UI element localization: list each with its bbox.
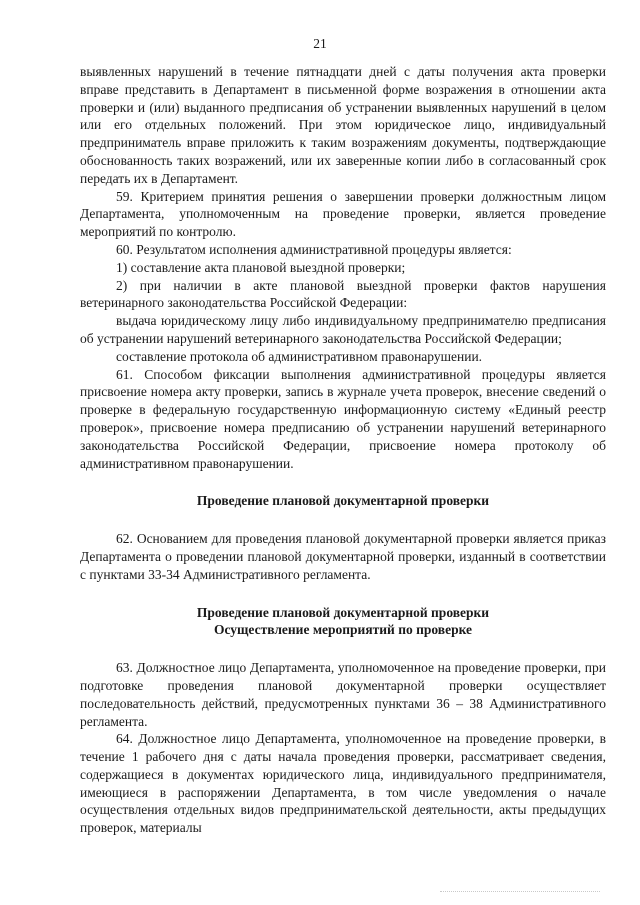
paragraph-63: 63. Должностное лицо Департамента, уполномоченное на проведение проверки, при подготовке проведения плановой документарной проверки осуществляет последовательность действий, предусмотренных пунктами 36 – 38 Административного регламента. — [80, 660, 606, 729]
paragraph-60-item-2a: выдача юридическому лицу либо индивидуальному предпринимателю предписания об устранении нарушений ветеринарного законодательства Российской Федерации; — [80, 313, 606, 346]
paragraph-60-item-2: 2) при наличии в акте плановой выездной проверки фактов нарушения ветеринарного законодательства Российской Федерации: — [80, 277, 606, 311]
paragraph-continued: выявленных нарушений в течение пятнадцати дней с даты получения акта проверки вправе представить в Департамент в письменной форме возражения в отношении акта проверки и (или) выданного предписания об устранении выявленных нарушений в целом или его отдельных положений. При этом юридическое лицо, индивидуальный предприниматель вправе приложить к таким возражениям документы, подтверждающие обоснованность таких возражений, или их заверенные копии либо в согласованный срок передать их в Департамент. — [80, 64, 606, 186]
paragraph-62: 62. Основанием для проведения плановой документарной проверки является приказ Департамента о проведении плановой документарной проверки, изданный в соответствии с пунктами 33-34 Административного регламента. — [80, 531, 606, 582]
paragraph-60-item-1: 1) составление акта плановой выездной проверки; — [116, 259, 406, 275]
scan-artifact-line — [440, 891, 600, 892]
paragraph-60: 60. Результатом исполнения административной процедуры является: — [116, 241, 512, 257]
paragraph-64: 64. Должностное лицо Департамента, уполномоченное на проведение проверки, в течение 1 рабочего дня с даты начала проведения проверки, рассматривает сведения, содержащиеся в документах юридического лица, индивидуального предпринимателя, имеющиеся в распоряжении Департамента, в том числе уведомления о начале осуществления отдельных видов предпринимательской деятельности, акты предыдущих проверок, материалы — [80, 731, 606, 836]
paragraph-61: 61. Способом фиксации выполнения административной процедуры является присвоение номера акту проверки, запись в журнале учета проверок, внесение сведений о проверке в федеральную государственную информационную систему «Единый реестр проверок», присвоение номера предписанию об устранении нарушений ветеринарного законодательства Российской Федерации, присвоение номера протоколу об административном правонарушении. — [80, 366, 606, 471]
section-subheading-measures: Осуществление мероприятий по проверке — [213, 622, 473, 638]
section-heading-documentary-check: Проведение плановой документарной проверки — [196, 493, 490, 509]
document-body — [80, 63, 606, 837]
page-number: 21 — [313, 36, 327, 51]
section-heading-documentary-check-2: Проведение плановой документарной проверки — [196, 604, 490, 620]
paragraph-59: 59. Критерием принятия решения о завершении проверки должностным лицом Департамента, уполномоченным на проведение проверки, является проведение мероприятий по контролю. — [80, 188, 606, 240]
paragraph-60-item-2b: составление протокола об административном правонарушении. — [116, 348, 483, 364]
